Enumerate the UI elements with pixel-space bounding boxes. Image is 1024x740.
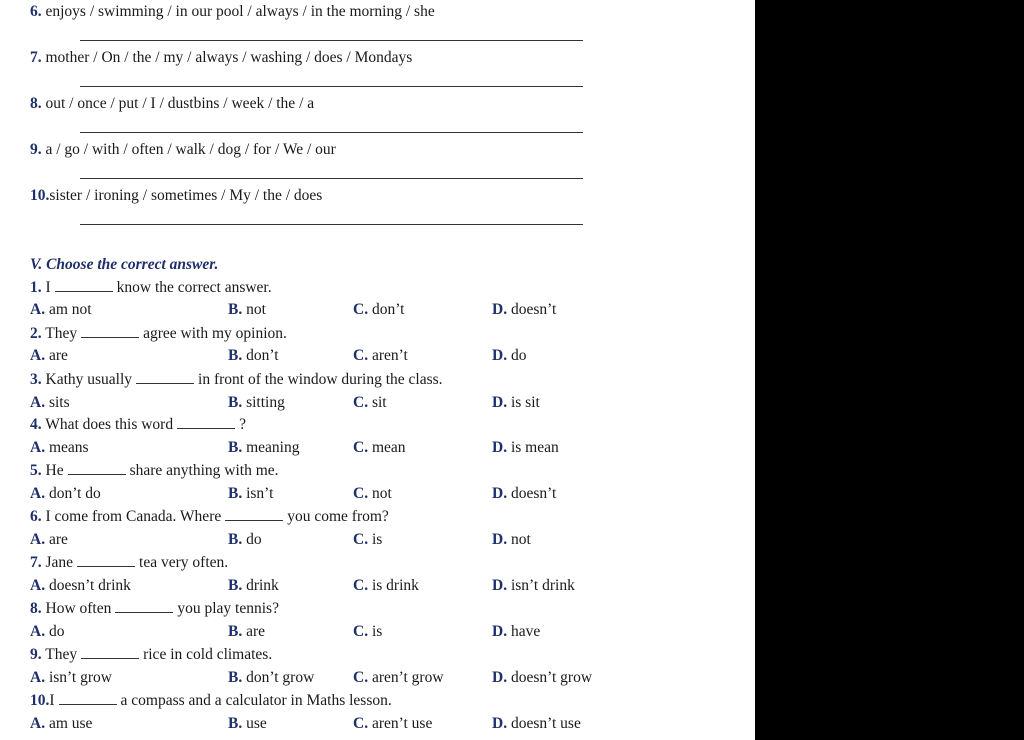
question: 9. They rice in cold climates.	[30, 646, 273, 663]
option-a[interactable]: A. sits	[30, 394, 70, 411]
option-c[interactable]: C. aren’t grow	[353, 669, 444, 686]
answer-line[interactable]	[80, 86, 583, 87]
option-d[interactable]: D. not	[492, 531, 531, 548]
reorder-item: 9. a / go / with / often / walk / dog / for / We / our	[30, 141, 336, 158]
option-a[interactable]: A. are	[30, 531, 68, 548]
option-c[interactable]: C. mean	[353, 439, 406, 456]
option-a[interactable]: A. am use	[30, 715, 93, 732]
question: 1. I know the correct answer.	[30, 279, 272, 296]
option-a[interactable]: A. doesn’t drink	[30, 577, 131, 594]
answer-line[interactable]	[80, 178, 583, 179]
option-c[interactable]: C. sit	[353, 394, 387, 411]
option-b[interactable]: B. don’t	[228, 347, 279, 364]
option-c[interactable]: C. don’t	[353, 301, 405, 318]
question: 8. How often you play tennis?	[30, 600, 279, 617]
option-d[interactable]: D. is mean	[492, 439, 559, 456]
option-b[interactable]: B. drink	[228, 577, 279, 594]
answer-blank[interactable]	[59, 692, 117, 705]
answer-line[interactable]	[80, 224, 583, 225]
option-b[interactable]: B. sitting	[228, 394, 285, 411]
option-a[interactable]: A. are	[30, 347, 68, 364]
option-a[interactable]: A. am not	[30, 301, 92, 318]
option-c[interactable]: C. aren’t use	[353, 715, 433, 732]
option-d[interactable]: D. is sit	[492, 394, 540, 411]
option-b[interactable]: B. not	[228, 301, 266, 318]
answer-blank[interactable]	[136, 371, 194, 384]
option-c[interactable]: C. aren’t	[353, 347, 408, 364]
question: 7. Jane tea very often.	[30, 554, 229, 571]
reorder-item: 6. enjoys / swimming / in our pool / always / in the morning / she	[30, 3, 435, 20]
option-b[interactable]: B. use	[228, 715, 267, 732]
option-c[interactable]: C. not	[353, 485, 392, 502]
answer-blank[interactable]	[68, 462, 126, 475]
option-d[interactable]: D. doesn’t	[492, 301, 557, 318]
option-d[interactable]: D. isn’t drink	[492, 577, 575, 594]
question: 3. Kathy usually in front of the window during the class.	[30, 371, 443, 388]
answer-blank[interactable]	[225, 508, 283, 521]
option-d[interactable]: D. doesn’t grow	[492, 669, 593, 686]
question: 4. What does this word ?	[30, 416, 246, 433]
option-b[interactable]: B. are	[228, 623, 266, 640]
question: 6. I come from Canada. Where you come from?	[30, 508, 389, 525]
question: 2. They agree with my opinion.	[30, 325, 287, 342]
option-a[interactable]: A. means	[30, 439, 89, 456]
option-a[interactable]: A. do	[30, 623, 65, 640]
option-d[interactable]: D. have	[492, 623, 541, 640]
option-c[interactable]: C. is	[353, 531, 383, 548]
option-b[interactable]: B. isn’t	[228, 485, 274, 502]
option-b[interactable]: B. don’t grow	[228, 669, 315, 686]
reorder-item: 8. out / once / put / I / dustbins / week / the / a	[30, 95, 315, 112]
section-title: V. Choose the correct answer.	[30, 256, 219, 273]
answer-line[interactable]	[80, 132, 583, 133]
black-side-panel	[755, 0, 1024, 740]
answer-blank[interactable]	[177, 416, 235, 429]
answer-blank[interactable]	[81, 646, 139, 659]
option-d[interactable]: D. do	[492, 347, 527, 364]
answer-line[interactable]	[80, 40, 583, 41]
option-b[interactable]: B. meaning	[228, 439, 300, 456]
answer-blank[interactable]	[81, 325, 139, 338]
option-c[interactable]: C. is	[353, 623, 383, 640]
option-c[interactable]: C. is drink	[353, 577, 419, 594]
answer-blank[interactable]	[55, 279, 113, 292]
option-a[interactable]: A. isn’t grow	[30, 669, 112, 686]
reorder-item: 7. mother / On / the / my / always / washing / does / Mondays	[30, 49, 413, 66]
option-b[interactable]: B. do	[228, 531, 262, 548]
option-d[interactable]: D. doesn’t use	[492, 715, 581, 732]
question: 10.I a compass and a calculator in Maths lesson.	[30, 692, 392, 709]
option-d[interactable]: D. doesn’t	[492, 485, 557, 502]
answer-blank[interactable]	[115, 600, 173, 613]
question: 5. He share anything with me.	[30, 462, 279, 479]
answer-blank[interactable]	[77, 554, 135, 567]
option-a[interactable]: A. don’t do	[30, 485, 101, 502]
reorder-item: 10.sister / ironing / sometimes / My / the / does	[30, 187, 323, 204]
